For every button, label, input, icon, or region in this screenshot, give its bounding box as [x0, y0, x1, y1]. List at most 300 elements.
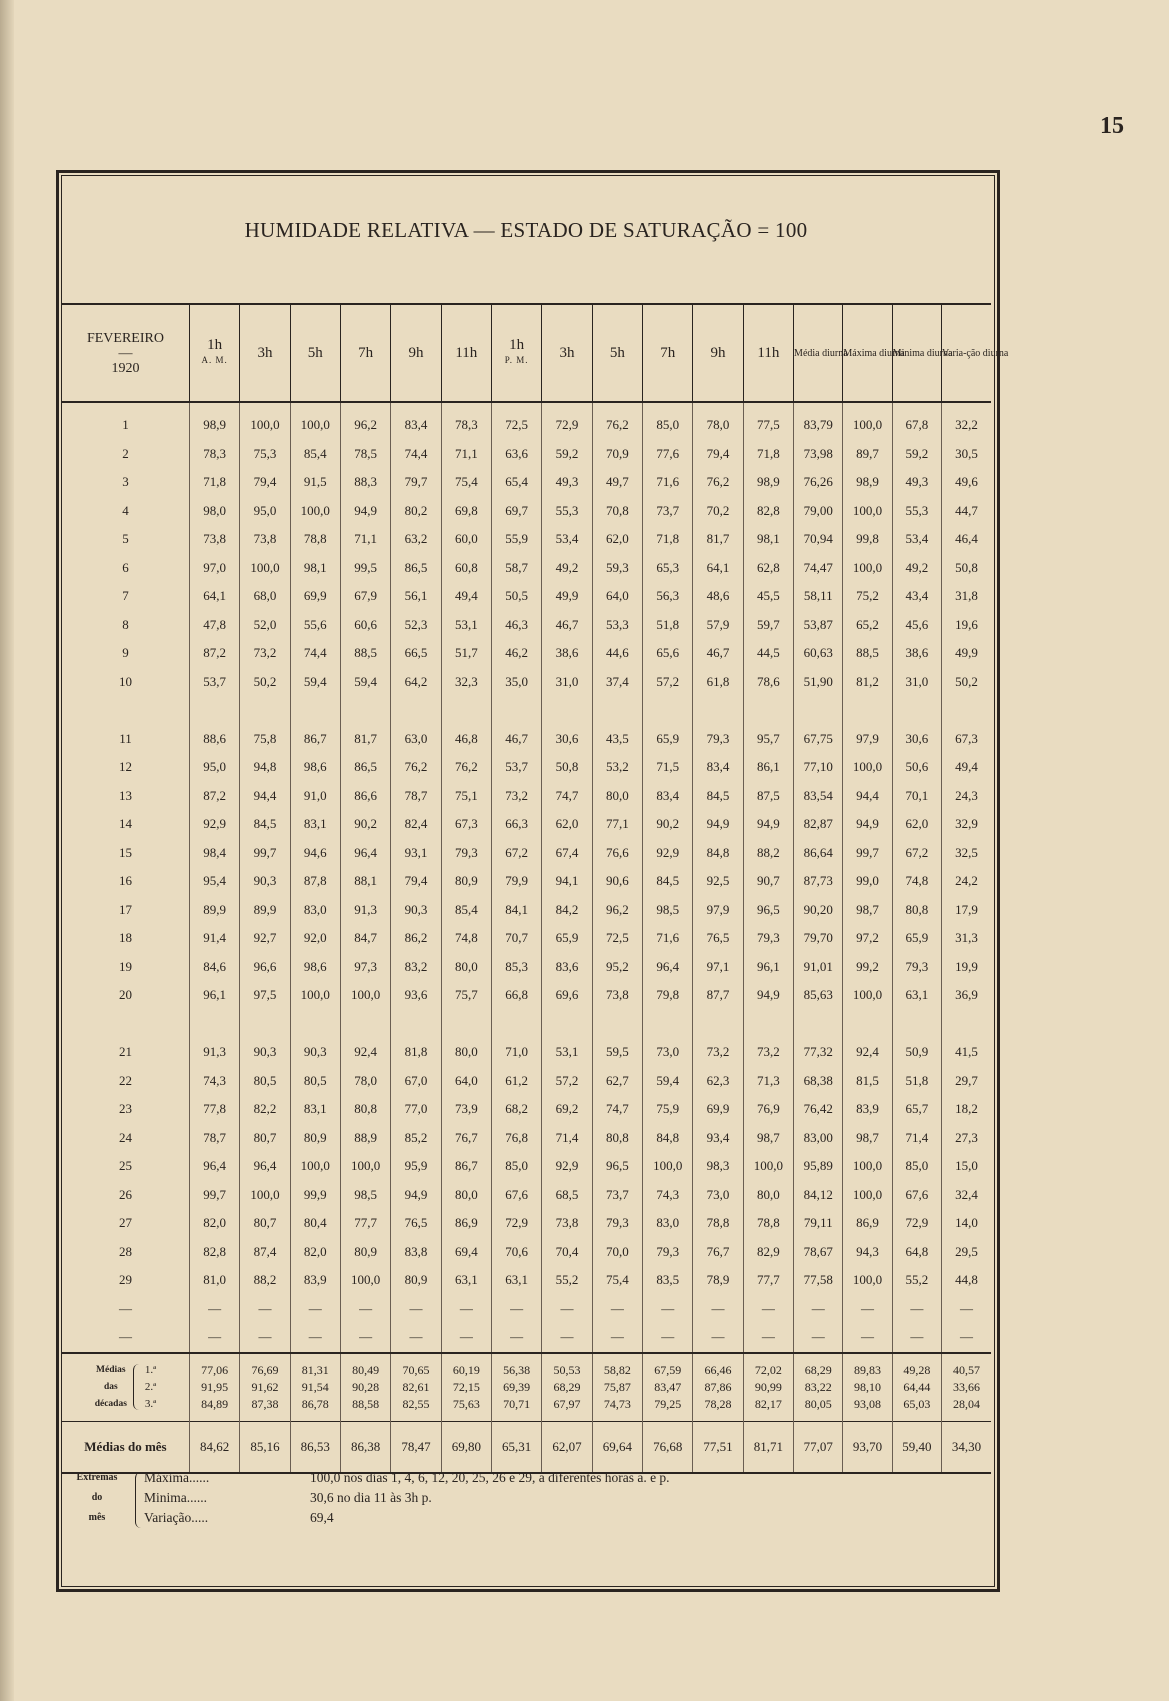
value-cell: 37,4: [592, 668, 642, 697]
value-cell: 77,32: [794, 1038, 843, 1067]
value-cell: 96,5: [592, 1152, 642, 1181]
value-cell: 86,9: [843, 1209, 892, 1238]
value-cell: —: [592, 1295, 642, 1324]
value-cell: 69,7: [491, 497, 541, 526]
value-cell: 80,0: [441, 1038, 491, 1067]
value-cell: 95,9: [391, 1152, 441, 1181]
hour-header: [491, 304, 541, 402]
table-row: [62, 468, 991, 497]
value-cell: 78,3: [189, 440, 239, 469]
value-cell: 83,6: [542, 953, 592, 982]
table-row: [62, 1181, 991, 1210]
value-cell: 49,2: [892, 554, 941, 583]
value-cell: 85,4: [290, 440, 340, 469]
value-cell: 85,4: [441, 896, 491, 925]
value-cell: 83,54: [794, 782, 843, 811]
value-cell: 64,1: [693, 554, 743, 583]
value-cell: 74,4: [391, 440, 441, 469]
value-cell: 76,2: [592, 402, 642, 440]
value-cell: 32,4: [941, 1181, 991, 1210]
value-cell: 83,00: [794, 1124, 843, 1153]
value-cell: 62,0: [592, 525, 642, 554]
value-cell: 84,5: [643, 867, 693, 896]
value-cell: 78,67: [794, 1238, 843, 1267]
gap-cell: [542, 1010, 592, 1039]
table-row: [62, 753, 991, 782]
table-row: [62, 896, 991, 925]
value-cell: 100,0: [240, 402, 290, 440]
value-cell: 78,7: [189, 1124, 239, 1153]
decade-mean-value: 80,05: [804, 1396, 832, 1411]
value-cell: 83,4: [693, 753, 743, 782]
value-cell: 64,8: [892, 1238, 941, 1267]
value-cell: 74,7: [542, 782, 592, 811]
value-cell: —: [189, 1323, 239, 1353]
decade-mean-cell: [290, 1353, 340, 1422]
value-cell: 79,4: [391, 867, 441, 896]
value-cell: 79,11: [794, 1209, 843, 1238]
value-cell: 47,8: [189, 611, 239, 640]
decade-mean-value: 58,82: [603, 1362, 631, 1377]
month-mean-value: 76,68: [643, 1421, 693, 1473]
decade-means-title: [95, 1362, 127, 1413]
table-row: [62, 810, 991, 839]
value-cell: 49,2: [542, 554, 592, 583]
hour-label: 3h: [559, 344, 575, 361]
value-cell: 83,1: [290, 1095, 340, 1124]
value-cell: 76,9: [743, 1095, 793, 1124]
value-cell: 100,0: [843, 981, 892, 1010]
value-cell: 93,4: [693, 1124, 743, 1153]
value-cell: 67,6: [892, 1181, 941, 1210]
value-cell: 93,6: [391, 981, 441, 1010]
day-cell: —: [118, 1329, 132, 1345]
value-cell: 65,3: [643, 554, 693, 583]
value-cell: 99,7: [189, 1181, 239, 1210]
value-cell: 98,9: [743, 468, 793, 497]
value-cell: 67,75: [794, 725, 843, 754]
value-cell: 52,3: [391, 611, 441, 640]
gap-cell: [340, 1010, 390, 1039]
value-cell: 78,7: [391, 782, 441, 811]
decade-mean-value: 64,44: [903, 1379, 931, 1394]
month-means-row: [62, 1421, 991, 1473]
value-cell: 81,5: [843, 1067, 892, 1096]
value-cell: 81,7: [340, 725, 390, 754]
value-cell: —: [391, 1323, 441, 1353]
value-cell: 51,7: [441, 639, 491, 668]
value-cell: 89,9: [189, 896, 239, 925]
value-cell: —: [892, 1323, 941, 1353]
variacao-diurna-header: Varia-ção diurna: [941, 304, 991, 402]
day-cell: 17: [118, 901, 132, 917]
value-cell: 100,0: [340, 1152, 390, 1181]
decade-mean-value: 86,78: [301, 1396, 329, 1411]
value-cell: 94,4: [843, 782, 892, 811]
value-cell: 98,6: [290, 753, 340, 782]
value-cell: 86,7: [441, 1152, 491, 1181]
value-cell: 99,7: [240, 839, 290, 868]
decade-mean-value: 50,53: [553, 1362, 581, 1377]
value-cell: 100,0: [843, 1152, 892, 1181]
hour-header: [592, 304, 642, 402]
day-cell: 11: [119, 730, 132, 746]
value-cell: 81,2: [843, 668, 892, 697]
value-cell: 94,6: [290, 839, 340, 868]
value-cell: 18,2: [941, 1095, 991, 1124]
value-cell: 44,7: [941, 497, 991, 526]
value-cell: 92,4: [843, 1038, 892, 1067]
decade-mean-value: 76,69: [251, 1362, 279, 1377]
value-cell: 86,64: [794, 839, 843, 868]
value-cell: 58,7: [491, 554, 541, 583]
value-cell: 65,4: [491, 468, 541, 497]
hour-header: [643, 304, 693, 402]
table-row: [62, 497, 991, 526]
decade-mean-value: 69,39: [503, 1379, 531, 1394]
value-cell: —: [743, 1323, 793, 1353]
value-cell: 50,2: [240, 668, 290, 697]
decade-mean-cell: [693, 1353, 743, 1422]
value-cell: 99,2: [843, 953, 892, 982]
value-cell: 83,9: [843, 1095, 892, 1124]
value-cell: —: [542, 1295, 592, 1324]
table-row: [62, 1067, 991, 1096]
decade-mean-value: 67,59: [654, 1362, 682, 1377]
value-cell: 89,7: [843, 440, 892, 469]
value-cell: 76,42: [794, 1095, 843, 1124]
value-cell: 57,2: [643, 668, 693, 697]
value-cell: 82,4: [391, 810, 441, 839]
value-cell: 78,0: [340, 1067, 390, 1096]
value-cell: 70,9: [592, 440, 642, 469]
gap-cell: [240, 1010, 290, 1039]
value-cell: 78,8: [290, 525, 340, 554]
value-cell: 83,1: [290, 810, 340, 839]
decade-mean-value: 82,61: [402, 1379, 430, 1394]
gap-cell: [391, 696, 441, 725]
value-cell: 19,9: [941, 953, 991, 982]
day-cell: 2: [122, 445, 129, 461]
value-cell: 78,0: [693, 402, 743, 440]
decade-mean-cell: [340, 1353, 390, 1422]
decade-number: 3.ª: [144, 1397, 157, 1410]
value-cell: 100,0: [643, 1152, 693, 1181]
value-cell: 90,2: [643, 810, 693, 839]
decade-mean-value: 75,87: [603, 1379, 631, 1394]
month-mean-value: 69,64: [592, 1421, 642, 1473]
value-cell: 94,9: [693, 810, 743, 839]
value-cell: 100,0: [843, 497, 892, 526]
gap-cell: [491, 1010, 541, 1039]
value-cell: 31,0: [542, 668, 592, 697]
value-cell: 29,7: [941, 1067, 991, 1096]
value-cell: 95,7: [743, 725, 793, 754]
value-cell: 99,8: [843, 525, 892, 554]
value-cell: 100,0: [290, 1152, 340, 1181]
value-cell: 55,3: [542, 497, 592, 526]
value-cell: 32,3: [441, 668, 491, 697]
day-cell: 14: [118, 816, 132, 832]
value-cell: 55,2: [542, 1266, 592, 1295]
value-cell: 69,9: [693, 1095, 743, 1124]
value-cell: 76,2: [391, 753, 441, 782]
decade-mean-cell: [189, 1353, 239, 1422]
value-cell: 64,0: [592, 582, 642, 611]
value-cell: 76,6: [592, 839, 642, 868]
decade-mean-value: 74,73: [603, 1396, 631, 1411]
value-cell: 83,5: [643, 1266, 693, 1295]
value-cell: 45,6: [892, 611, 941, 640]
hour-label: 3h: [257, 344, 273, 361]
value-cell: 56,3: [643, 582, 693, 611]
gap-cell: [189, 1010, 239, 1039]
hour-label: 7h: [358, 344, 374, 361]
value-cell: 59,4: [643, 1067, 693, 1096]
value-cell: 88,6: [189, 725, 239, 754]
value-cell: 65,7: [892, 1095, 941, 1124]
value-cell: 100,0: [843, 1266, 892, 1295]
value-cell: 96,1: [189, 981, 239, 1010]
value-cell: 90,7: [743, 867, 793, 896]
value-cell: —: [391, 1295, 441, 1324]
value-cell: 90,6: [592, 867, 642, 896]
table-row: [62, 1124, 991, 1153]
pm-label: P. M.: [504, 355, 529, 365]
value-cell: 59,4: [340, 668, 390, 697]
value-cell: 96,2: [340, 402, 390, 440]
value-cell: 78,3: [441, 402, 491, 440]
value-cell: 63,1: [491, 1266, 541, 1295]
value-cell: 55,6: [290, 611, 340, 640]
value-cell: 69,8: [441, 497, 491, 526]
value-cell: 50,2: [941, 668, 991, 697]
value-cell: 14,0: [941, 1209, 991, 1238]
month-mean-value: 77,07: [794, 1421, 843, 1473]
value-cell: 77,8: [189, 1095, 239, 1124]
value-cell: 80,0: [441, 1181, 491, 1210]
value-cell: 78,9: [693, 1266, 743, 1295]
value-cell: 79,4: [693, 440, 743, 469]
value-cell: 88,5: [843, 639, 892, 668]
value-cell: 30,5: [941, 440, 991, 469]
decade-gap: [62, 696, 991, 725]
gap-cell: [794, 1010, 843, 1039]
value-cell: 74,3: [189, 1067, 239, 1096]
value-cell: 43,5: [592, 725, 642, 754]
value-cell: 70,6: [491, 1238, 541, 1267]
value-cell: 71,4: [892, 1124, 941, 1153]
decade-mean-value: 93,08: [854, 1396, 882, 1411]
value-cell: 63,2: [391, 525, 441, 554]
value-cell: 44,5: [743, 639, 793, 668]
gap-cell: [290, 1010, 340, 1039]
table-row: [62, 582, 991, 611]
value-cell: 69,9: [290, 582, 340, 611]
value-cell: 76,2: [693, 468, 743, 497]
table-row: [62, 1238, 991, 1267]
hour-label: 9h: [408, 344, 424, 361]
hour-label: 11h: [757, 344, 780, 361]
decade-mean-cell: [391, 1353, 441, 1422]
humidity-table: [62, 303, 1009, 1474]
value-cell: 86,5: [340, 753, 390, 782]
value-cell: 78,5: [340, 440, 390, 469]
value-cell: 15,0: [941, 1152, 991, 1181]
value-cell: 90,20: [794, 896, 843, 925]
extremes-label-line: Extremas: [76, 1472, 118, 1483]
value-cell: 79,3: [743, 924, 793, 953]
hour-header: [693, 304, 743, 402]
value-cell: 49,6: [941, 468, 991, 497]
table-row: [62, 402, 991, 440]
value-cell: 51,90: [794, 668, 843, 697]
decade-mean-value: 81,31: [301, 1362, 329, 1377]
value-cell: 53,1: [542, 1038, 592, 1067]
extremes-brace: [135, 1472, 142, 1528]
media-diurna-header: Média diurna: [794, 304, 843, 402]
value-cell: 63,0: [391, 725, 441, 754]
value-cell: 32,2: [941, 402, 991, 440]
value-cell: 83,8: [391, 1238, 441, 1267]
value-cell: 77,0: [391, 1095, 441, 1124]
gap-cell: [592, 1010, 642, 1039]
value-cell: 49,3: [542, 468, 592, 497]
value-cell: 70,2: [693, 497, 743, 526]
year-label: 1920: [111, 360, 140, 376]
hour-label: 11h: [455, 344, 478, 361]
value-cell: 83,9: [290, 1266, 340, 1295]
value-cell: 49,9: [542, 582, 592, 611]
value-cell: 76,8: [491, 1124, 541, 1153]
value-cell: 88,1: [340, 867, 390, 896]
value-cell: 44,6: [592, 639, 642, 668]
value-cell: 49,7: [592, 468, 642, 497]
value-cell: 98,1: [743, 525, 793, 554]
value-cell: 92,4: [340, 1038, 390, 1067]
value-cell: 80,9: [340, 1238, 390, 1267]
decade-mean-value: 87,38: [251, 1396, 279, 1411]
value-cell: 88,2: [743, 839, 793, 868]
value-cell: 96,1: [743, 953, 793, 982]
value-cell: —: [189, 1295, 239, 1324]
value-cell: 98,5: [340, 1181, 390, 1210]
value-cell: 98,4: [189, 839, 239, 868]
table-row: [62, 953, 991, 982]
hour-label: 1h: [509, 337, 525, 353]
value-cell: 84,12: [794, 1181, 843, 1210]
value-cell: 84,5: [240, 810, 290, 839]
value-cell: 67,3: [441, 810, 491, 839]
table-row: [62, 668, 991, 697]
value-cell: —: [693, 1323, 743, 1353]
value-cell: 79,70: [794, 924, 843, 953]
decade-mean-value: 56,38: [503, 1362, 531, 1377]
decade-mean-value: 84,89: [201, 1396, 229, 1411]
value-cell: 51,8: [892, 1067, 941, 1096]
value-cell: 95,0: [189, 753, 239, 782]
value-cell: 74,7: [592, 1095, 642, 1124]
value-cell: 75,4: [441, 468, 491, 497]
month-mean-value: 81,71: [743, 1421, 793, 1473]
decade-mean-value: 98,10: [854, 1379, 882, 1394]
decade-mean-value: 89,83: [854, 1362, 882, 1377]
value-cell: 74,8: [441, 924, 491, 953]
value-cell: 29,5: [941, 1238, 991, 1267]
value-cell: 98,9: [189, 402, 239, 440]
extreme-max-value: 100,0 nos dias 1, 4, 6, 12, 20, 25, 26 e 29, a diferentes horas a. e p.: [310, 1470, 670, 1485]
value-cell: 80,7: [240, 1209, 290, 1238]
value-cell: 78,8: [743, 1209, 793, 1238]
decade-mean-value: 80,49: [352, 1362, 380, 1377]
value-cell: 77,7: [340, 1209, 390, 1238]
value-cell: 64,0: [441, 1067, 491, 1096]
value-cell: 59,2: [892, 440, 941, 469]
value-cell: 80,5: [240, 1067, 290, 1096]
value-cell: 64,2: [391, 668, 441, 697]
value-cell: 80,4: [290, 1209, 340, 1238]
value-cell: 55,2: [892, 1266, 941, 1295]
value-cell: 68,2: [491, 1095, 541, 1124]
decade-mean-value: 72,15: [452, 1379, 480, 1394]
value-cell: 77,5: [743, 402, 793, 440]
table-row: [62, 1095, 991, 1124]
value-cell: 74,4: [290, 639, 340, 668]
decade-mean-value: 70,65: [402, 1362, 430, 1377]
gap-cell: [290, 696, 340, 725]
value-cell: 73,98: [794, 440, 843, 469]
month-mean-value: 86,53: [290, 1421, 340, 1473]
hour-header: [542, 304, 592, 402]
value-cell: 68,5: [542, 1181, 592, 1210]
gap-cell: [941, 696, 991, 725]
value-cell: 83,4: [391, 402, 441, 440]
hour-header: [189, 304, 239, 402]
value-cell: 99,0: [843, 867, 892, 896]
decade-mean-cell: [441, 1353, 491, 1422]
value-cell: 85,2: [391, 1124, 441, 1153]
value-cell: 77,1: [592, 810, 642, 839]
value-cell: 74,3: [643, 1181, 693, 1210]
value-cell: 79,7: [391, 468, 441, 497]
value-cell: 71,6: [643, 924, 693, 953]
value-cell: 86,7: [290, 725, 340, 754]
value-cell: 77,6: [643, 440, 693, 469]
value-cell: 91,5: [290, 468, 340, 497]
day-cell: 1: [122, 417, 129, 433]
value-cell: 71,1: [340, 525, 390, 554]
value-cell: 77,10: [794, 753, 843, 782]
value-cell: 50,5: [491, 582, 541, 611]
value-cell: 79,4: [240, 468, 290, 497]
value-cell: 48,6: [693, 582, 743, 611]
day-cell: 22: [118, 1072, 132, 1088]
value-cell: 87,73: [794, 867, 843, 896]
day-cell: 19: [118, 958, 132, 974]
value-cell: 67,2: [491, 839, 541, 868]
hour-header: [290, 304, 340, 402]
value-cell: 82,0: [189, 1209, 239, 1238]
value-cell: 59,7: [743, 611, 793, 640]
value-cell: —: [794, 1295, 843, 1324]
value-cell: 71,5: [643, 753, 693, 782]
gap-cell: [189, 696, 239, 725]
day-cell: 16: [118, 873, 132, 889]
value-cell: 84,8: [643, 1124, 693, 1153]
value-cell: 62,7: [592, 1067, 642, 1096]
value-cell: 88,2: [240, 1266, 290, 1295]
value-cell: 94,8: [240, 753, 290, 782]
